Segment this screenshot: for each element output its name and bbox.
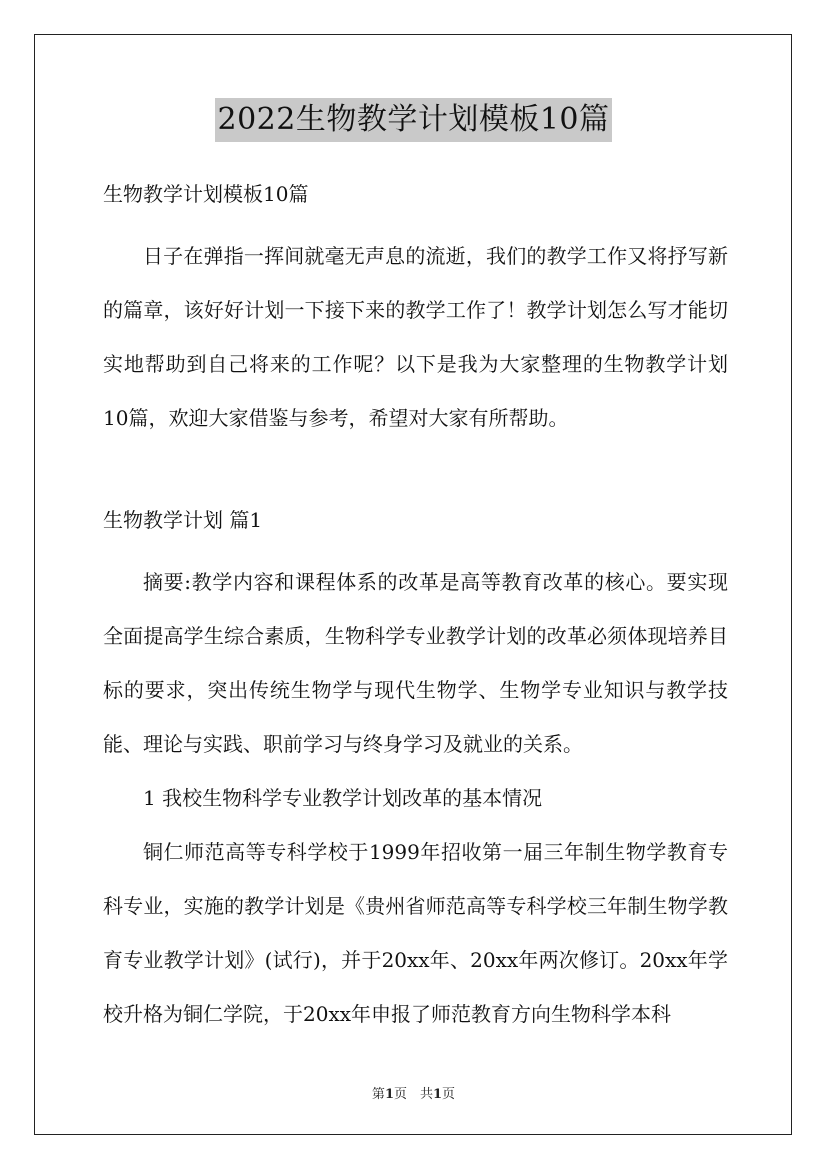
section-heading: 生物教学计划 篇1 [103, 508, 263, 532]
footer-prefix: 第 [371, 1087, 385, 1102]
footer-page-number: 1 [384, 1087, 394, 1102]
title-container [0, 98, 827, 142]
subheading-paragraph: 1 我校生物科学专业教学计划改革的基本情况 [143, 786, 543, 810]
section-body [103, 555, 728, 1041]
document-title: 2022生物教学计划模板10篇 [215, 98, 611, 142]
intro-paragraph: 日子在弹指一挥间就毫无声息的流逝，我们的教学工作又将抒写新的篇章，该好好计划一下接下来的教学工作了！教学计划怎么写才能切实地帮助到自己将来的工作呢？以下是我为大家整理的生物教学计划10篇，欢迎大家借鉴与参考，希望对大家有所帮助。 [103, 244, 728, 430]
footer-suffix: 页 [442, 1087, 456, 1102]
footer-mid: 页 共 [393, 1087, 433, 1102]
document-subtitle: 生物教学计划模板10篇 [103, 182, 309, 206]
intro-block [103, 229, 728, 445]
abstract-paragraph: 摘要:教学内容和课程体系的改革是高等教育改革的核心。要实现全面提高学生综合素质，生物科学专业教学计划的改革必须体现培养目标的要求，突出传统生物学与现代生物学、生物学专业知识与教学技能、理论与实践、职前学习与终身学习及就业的关系。 [103, 570, 728, 756]
body-paragraph: 铜仁师范高等专科学校于1999年招收第一届三年制生物学教育专科专业，实施的教学计划是《贵州省师范高等专科学校三年制生物学教育专业教学计划》(试行)，并于20xx年、20xx年两次修订。20xx年学校升格为铜仁学院，于20xx年申报了师范教育方向生物科学本科 [103, 840, 728, 1026]
page-footer [0, 1083, 827, 1102]
footer-page-total: 1 [433, 1087, 443, 1102]
